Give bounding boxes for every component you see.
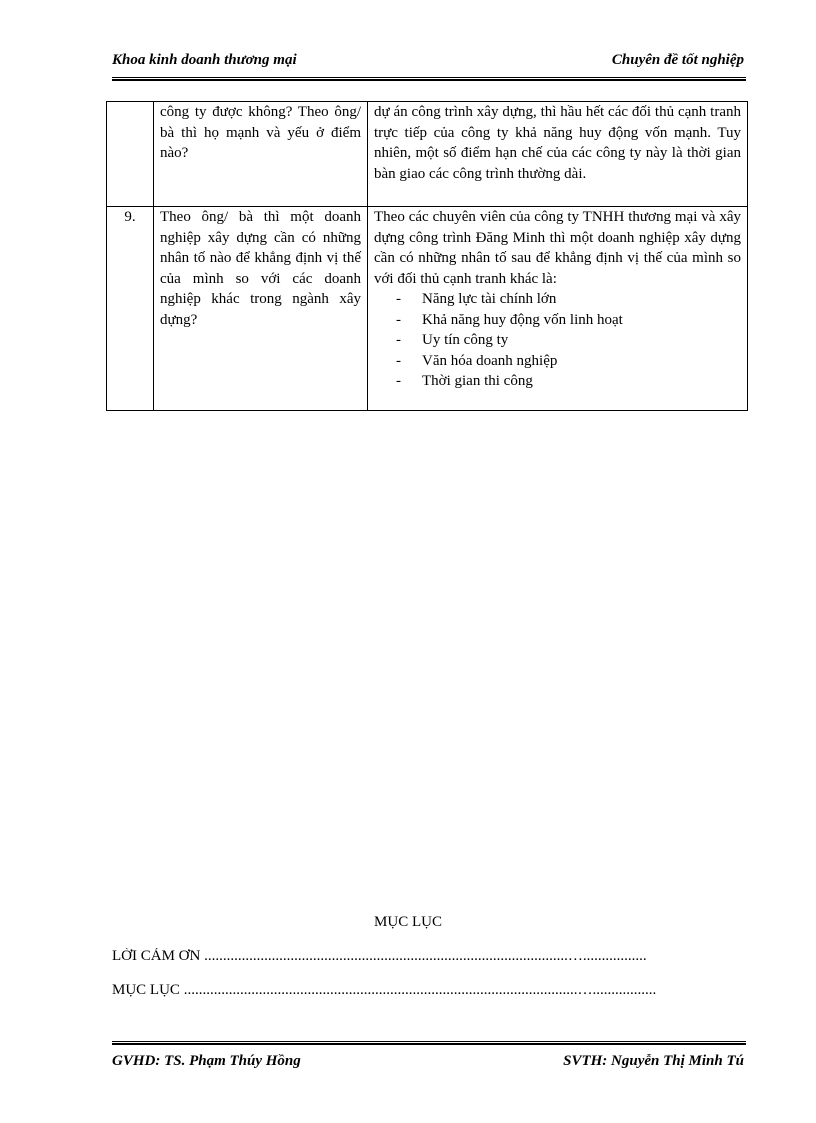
toc-entry-label: MỤC LỤC: [112, 982, 180, 998]
list-item: - Uy tín công ty: [396, 330, 741, 351]
toc-title: MỤC LỤC: [374, 914, 442, 930]
row-number: [107, 102, 154, 207]
toc-entry-label: LỜI CẢM ƠN: [112, 948, 201, 964]
question-cell: Theo ông/ bà thì một doanh nghiệp xây dựng cần có những nhân tố nào để khẳng định vị thế của mình so với các doanh nghiệp khác trong ngành xây dựng?: [154, 207, 368, 411]
toc-entry[interactable]: [112, 982, 702, 999]
table-row: [107, 102, 748, 207]
answer-cell: [368, 102, 748, 207]
toc-entry-leader: .........................................................................................................….................: [179, 982, 657, 998]
footer-supervisor: GVHD: TS. Phạm Thúy Hồng: [112, 1053, 301, 1069]
list-item: - Thời gian thi công: [396, 371, 741, 392]
answer-text: dự án công trình xây dựng, thì hầu hết các đối thủ cạnh tranh trực tiếp của công ty khả năng huy động vốn mạnh. Tuy nhiên, một số điểm hạn chế của các công ty này là thời gian bàn giao các công trình thường dài.: [374, 104, 741, 182]
question-cell: công ty được không? Theo ông/ bà thì họ mạnh và yếu ở điểm nào?: [154, 102, 368, 207]
page-footer: [112, 1053, 744, 1075]
answer-text: Theo các chuyên viên của công ty TNHH thương mại và xây dựng công trình Đăng Minh thì một doanh nghiệp xây dựng cần có những nhân tố sau để khẳng định vị thế của mình so với đối thủ cạnh tranh khác là:: [374, 209, 741, 287]
factor-list: [374, 289, 741, 392]
header-faculty: Khoa kinh doanh thương mại: [112, 52, 297, 68]
qa-table: [106, 101, 748, 411]
header-divider: [112, 77, 746, 81]
toc-entry-leader: .................................................................................................….................: [200, 948, 647, 964]
toc-entry[interactable]: [112, 948, 702, 965]
answer-cell: [368, 207, 748, 411]
footer-student: SVTH: Nguyễn Thị Minh Tú: [563, 1053, 744, 1069]
list-item: - Văn hóa doanh nghiệp: [396, 351, 741, 372]
table-row: [107, 207, 748, 411]
header-document-type: Chuyên đề tốt nghiệp: [611, 52, 744, 68]
page-header: [112, 52, 744, 76]
list-item: - Năng lực tài chính lớn: [396, 289, 741, 310]
footer-divider: [112, 1041, 746, 1045]
row-number: 9.: [107, 207, 154, 411]
list-item: - Khả năng huy động vốn linh hoạt: [396, 310, 741, 331]
